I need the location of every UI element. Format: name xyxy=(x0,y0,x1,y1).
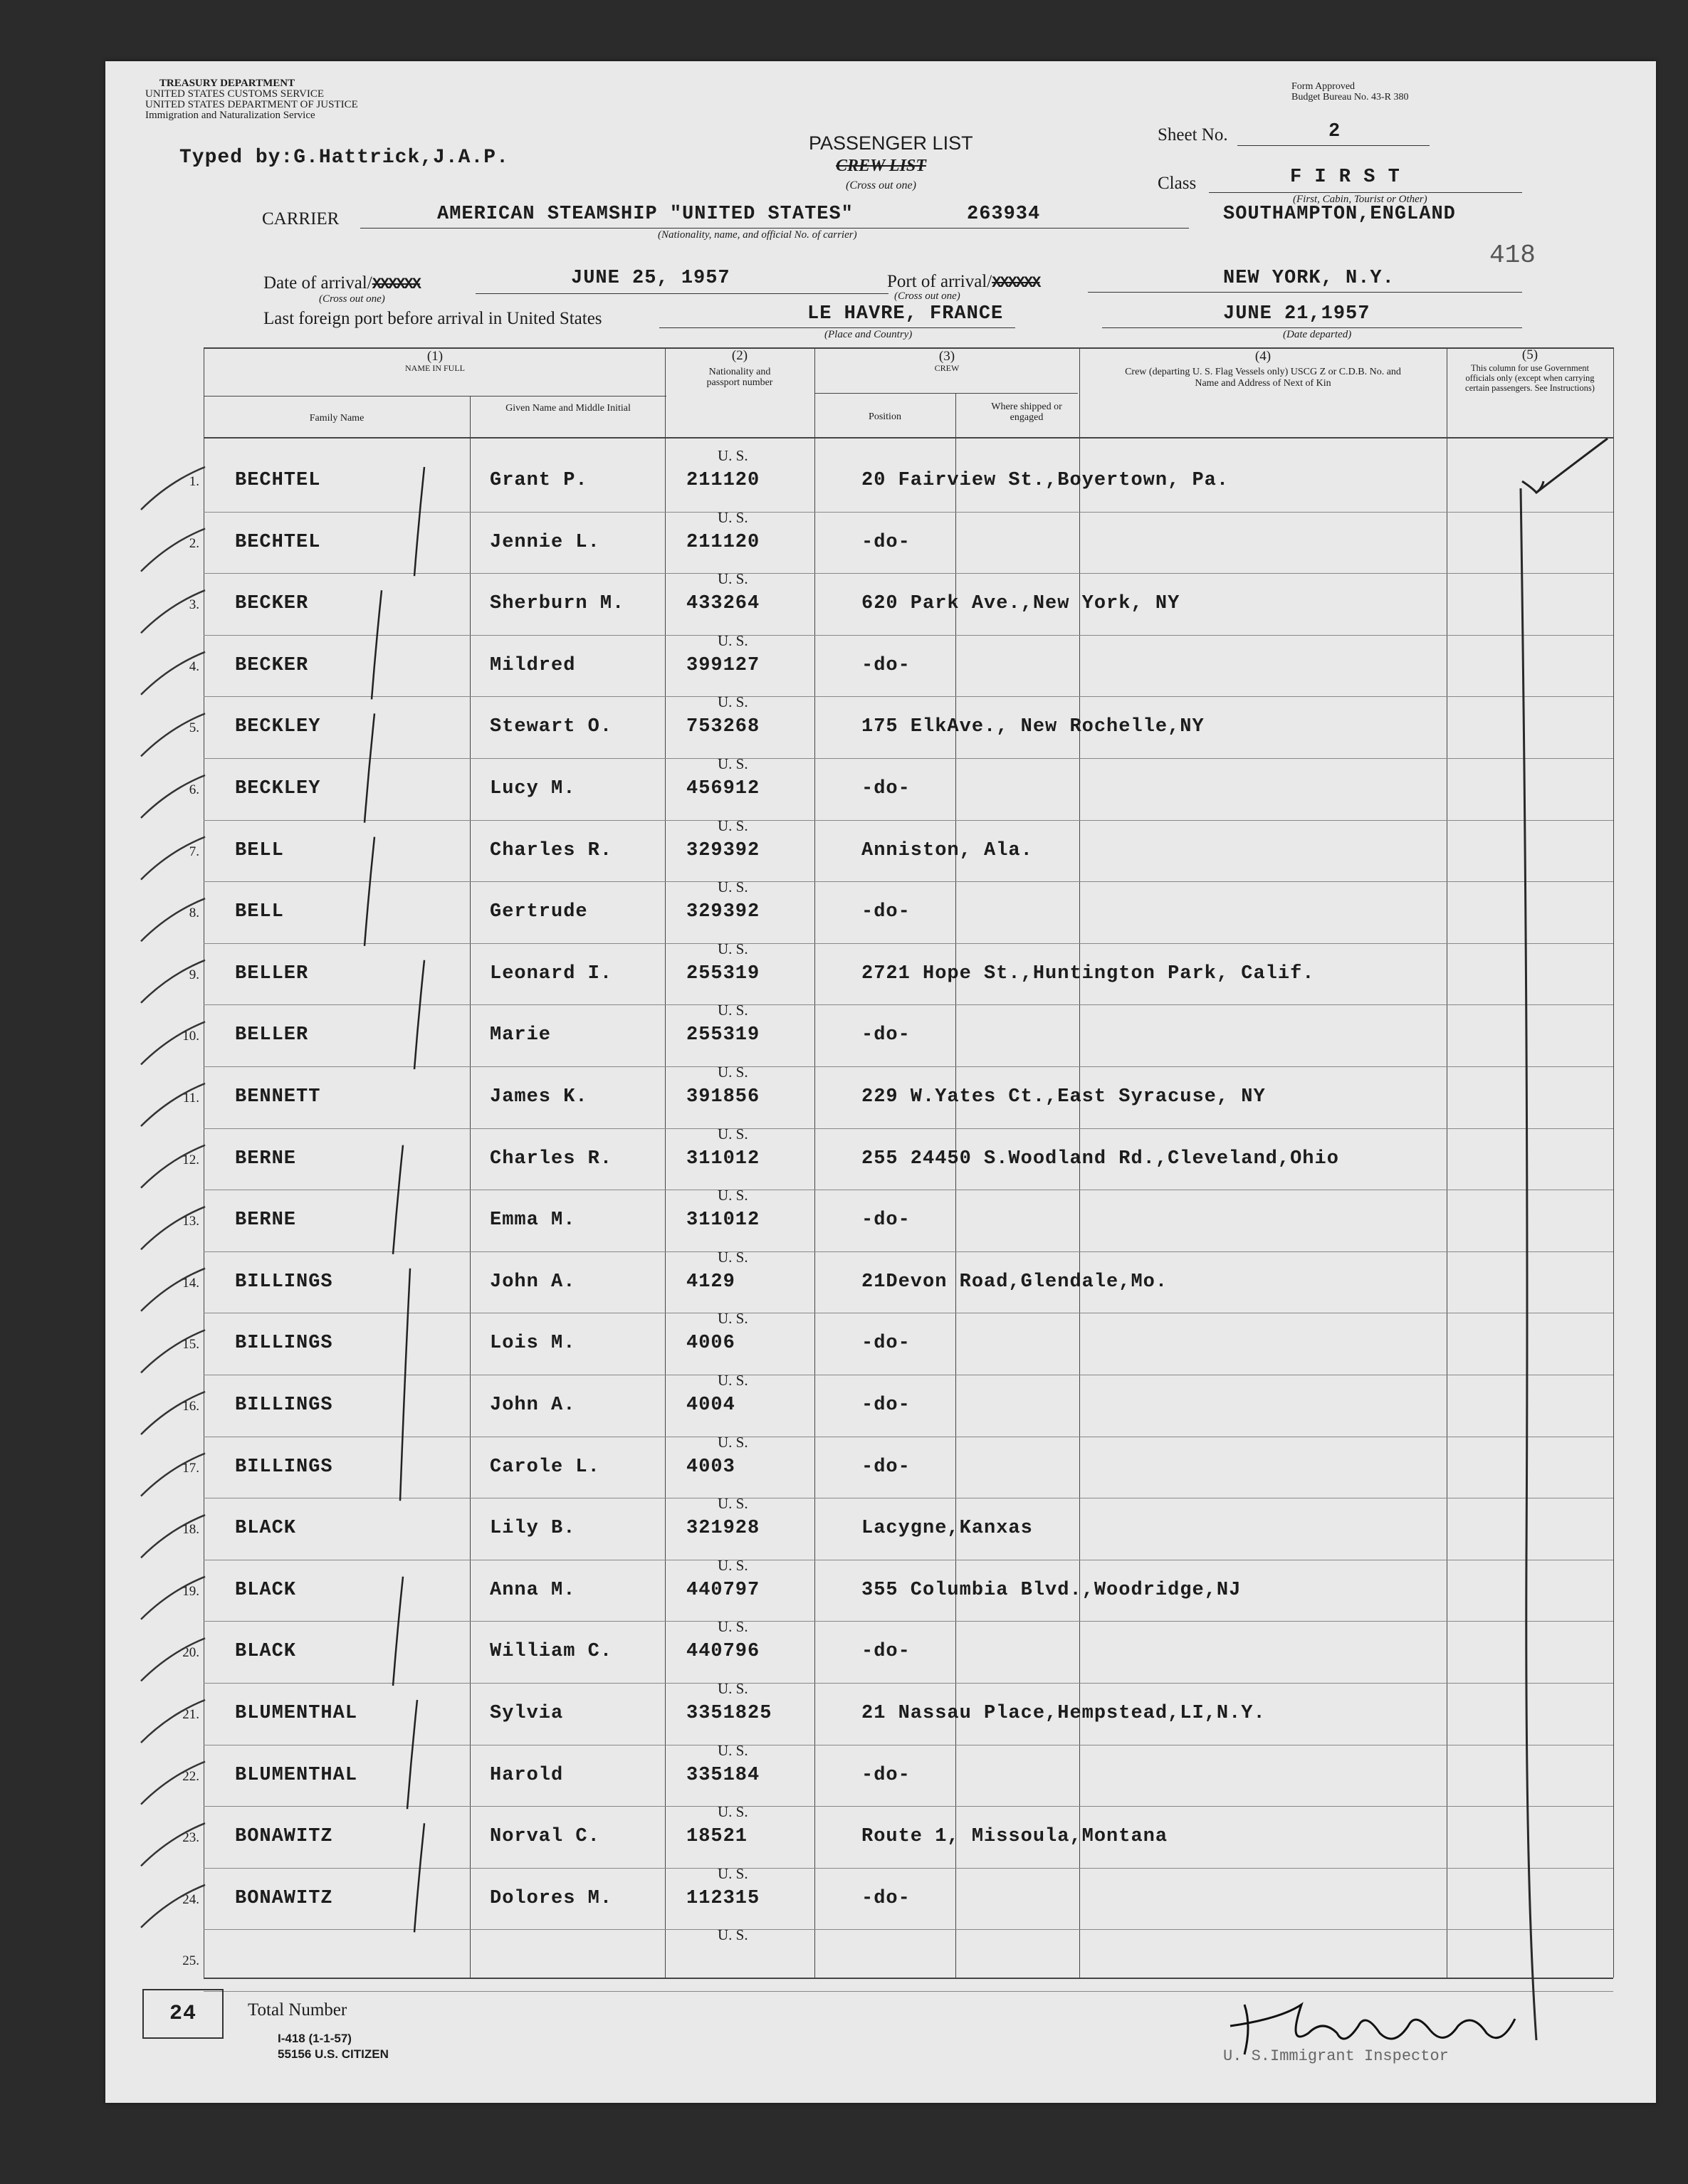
address: Anniston, Ala. xyxy=(861,839,1033,861)
col-divider xyxy=(1613,347,1614,1978)
departure-port: SOUTHAMPTON,ENGLAND xyxy=(1223,204,1456,225)
passport-number: 3351825 xyxy=(686,1703,772,1724)
row-number: 9. xyxy=(189,967,199,982)
tick-stroke xyxy=(141,1885,205,1928)
tick-stroke xyxy=(141,1145,205,1188)
family-name: BERNE xyxy=(235,1209,297,1232)
group-stroke xyxy=(393,1577,403,1686)
nationality: U. S. xyxy=(718,1495,748,1513)
agency-line: UNITED STATES CUSTOMS SERVICE xyxy=(145,88,325,100)
given-name: Grant P. xyxy=(490,470,588,491)
agency-line: UNITED STATES DEPARTMENT OF JUSTICE xyxy=(145,99,358,110)
nationality: U. S. xyxy=(718,1864,748,1882)
group-stroke xyxy=(365,837,374,946)
class-rule xyxy=(1209,192,1522,193)
given-name: Norval C. xyxy=(490,1826,600,1848)
row-number: 2. xyxy=(189,535,199,551)
family-name: BLACK xyxy=(235,1579,297,1601)
crew-list-struck-text: CREW LIST xyxy=(836,157,926,175)
address: -do- xyxy=(861,1395,911,1416)
tick-stroke xyxy=(141,1269,205,1311)
sheet-rule xyxy=(1237,145,1430,146)
address: -do- xyxy=(861,1024,911,1046)
family-name: BECHTEL xyxy=(235,470,321,491)
passport-number: 311012 xyxy=(686,1148,760,1170)
family-name: BECKER xyxy=(235,654,309,676)
col2-title: Nationality and passport number xyxy=(706,367,773,388)
passport-number: 321928 xyxy=(686,1518,760,1540)
tick-stroke xyxy=(141,837,205,880)
carrier-note: (Nationality, name, and official No. of carrier) xyxy=(658,229,857,241)
family-name: BONAWITZ xyxy=(235,1826,333,1848)
given-name: William C. xyxy=(490,1641,613,1663)
carrier-label: CARRIER xyxy=(262,209,340,229)
nationality: U. S. xyxy=(718,1741,748,1759)
tick-stroke xyxy=(141,775,205,818)
given-name: Carole L. xyxy=(490,1456,600,1478)
nationality: U. S. xyxy=(718,631,748,649)
family-name: BELL xyxy=(235,839,284,861)
group-stroke xyxy=(414,467,424,576)
group-stroke xyxy=(372,590,382,699)
group-stroke xyxy=(414,960,424,1069)
family-name: BECHTEL xyxy=(235,531,321,553)
address: -do- xyxy=(861,901,911,923)
row-number: 21. xyxy=(182,1707,199,1722)
nationality: U. S. xyxy=(718,878,748,896)
passport-number: 4003 xyxy=(686,1456,735,1478)
col2-number: (2) xyxy=(731,348,748,363)
nationality: U. S. xyxy=(718,1433,748,1451)
total-box xyxy=(142,1989,224,2039)
address: 229 W.Yates Ct.,East Syracuse, NY xyxy=(861,1086,1266,1108)
passport-number: 433264 xyxy=(686,593,760,615)
port-arrival-cross: (Cross out one) xyxy=(894,290,960,302)
given-name: Stewart O. xyxy=(490,716,613,738)
address: -do- xyxy=(861,1887,911,1909)
passport-number: 255319 xyxy=(686,1024,760,1046)
date-arrival-rule xyxy=(476,293,888,294)
family-name: BERNE xyxy=(235,1148,297,1170)
inspector-label: U. S.Immigrant Inspector xyxy=(1223,2047,1449,2065)
col3-header xyxy=(814,350,1079,374)
passport-number: 456912 xyxy=(686,778,760,799)
passport-number: 211120 xyxy=(686,470,760,491)
row-number: 1. xyxy=(189,474,199,489)
given-name: Anna M. xyxy=(490,1579,576,1601)
col4-header xyxy=(1079,350,1447,389)
tick-stroke xyxy=(141,1577,205,1619)
col3-position-header: Position xyxy=(869,411,901,422)
col1-number: (1) xyxy=(426,349,444,364)
form-number: I-418 (1-1-57) xyxy=(278,2032,352,2045)
row-number: 12. xyxy=(182,1152,199,1167)
last-port-rule xyxy=(659,327,1015,328)
group-stroke xyxy=(400,1269,410,1501)
tick-stroke xyxy=(141,960,205,1003)
nationality: U. S. xyxy=(718,940,748,957)
address: -do- xyxy=(861,531,911,553)
address: 21Devon Road,Glendale,Mo. xyxy=(861,1271,1168,1293)
row-number: 25. xyxy=(182,1953,199,1969)
passenger-list-form xyxy=(105,61,1656,2103)
col4-title: Crew (departing U. S. Flag Vessels only) USCG Z or C.D.B. No. and Name and Address of Next of Kin xyxy=(1125,367,1401,389)
col5-number: (5) xyxy=(1521,347,1538,362)
family-name: BECKER xyxy=(235,593,309,615)
family-name: BLACK xyxy=(235,1641,297,1663)
port-arrival-struck: XXXXXX xyxy=(992,274,1040,292)
nationality: U. S. xyxy=(718,508,748,526)
given-name: Lucy M. xyxy=(490,778,576,799)
address: Route 1, Missoula,Montana xyxy=(861,1826,1168,1848)
given-name: Gertrude xyxy=(490,901,588,923)
date-arrival-text: Date of arrival/ xyxy=(263,273,372,293)
agency-line: TREASURY DEPARTMENT xyxy=(159,78,295,89)
passport-number: 440796 xyxy=(686,1641,760,1663)
date-arrival-label xyxy=(263,273,420,293)
tick-stroke xyxy=(141,1330,205,1372)
address: 21 Nassau Place,Hempstead,LI,N.Y. xyxy=(861,1703,1266,1724)
family-name: BILLINGS xyxy=(235,1456,333,1478)
address: 175 ElkAve., New Rochelle,NY xyxy=(861,716,1205,738)
row-number: 19. xyxy=(182,1583,199,1599)
family-name: BELLER xyxy=(235,1024,309,1046)
date-arrival-value: JUNE 25, 1957 xyxy=(571,268,730,289)
cross-out-note: (Cross out one) xyxy=(846,179,916,191)
last-port-label: Last foreign port before arrival in United States xyxy=(263,309,602,328)
nationality: U. S. xyxy=(718,1187,748,1204)
nationality: U. S. xyxy=(718,1372,748,1389)
row-number: 20. xyxy=(182,1645,199,1661)
col5-header xyxy=(1447,347,1613,393)
agency-block xyxy=(145,78,358,121)
budget-bureau: Budget Bureau No. 43-R 380 xyxy=(1291,92,1409,103)
table-subheader-rule xyxy=(204,396,666,397)
passport-number: 4004 xyxy=(686,1395,735,1416)
given-name: Lily B. xyxy=(490,1518,576,1540)
nationality: U. S. xyxy=(718,1680,748,1697)
nationality: U. S. xyxy=(718,693,748,711)
tick-stroke xyxy=(141,1083,205,1126)
family-name: BONAWITZ xyxy=(235,1887,333,1909)
given-name: Harold xyxy=(490,1764,564,1786)
col1-title: NAME IN FULL xyxy=(405,363,465,373)
date-arrival-cross: (Cross out one) xyxy=(319,293,385,305)
col1-family-header: Family Name xyxy=(309,413,365,424)
given-name: James K. xyxy=(490,1086,588,1108)
nationality: U. S. xyxy=(718,1002,748,1019)
passport-number: 391856 xyxy=(686,1086,760,1108)
col1-header xyxy=(204,350,666,374)
check-stroke xyxy=(1522,439,1608,493)
passport-number: 399127 xyxy=(686,654,760,676)
given-name: Marie xyxy=(490,1024,552,1046)
passport-number: 255319 xyxy=(686,962,760,985)
list-title: PASSENGER LIST xyxy=(809,132,973,154)
address: -do- xyxy=(861,654,911,676)
nationality: U. S. xyxy=(718,1618,748,1636)
sheet-number: 2 xyxy=(1328,121,1341,142)
nationality: U. S. xyxy=(718,755,748,772)
given-name: Lois M. xyxy=(490,1333,576,1355)
row-number: 5. xyxy=(189,720,199,736)
date-departed-value: JUNE 21,1957 xyxy=(1223,303,1370,325)
col1-given-header: Given Name and Middle Initial xyxy=(505,403,631,414)
passport-number: 329392 xyxy=(686,839,760,861)
port-arrival-rule xyxy=(1088,292,1522,293)
col4-number: (4) xyxy=(1254,349,1272,364)
tick-stroke xyxy=(141,1515,205,1558)
address: -do- xyxy=(861,1209,911,1232)
tick-stroke xyxy=(141,1392,205,1434)
tick-stroke xyxy=(141,898,205,941)
row-number: 18. xyxy=(182,1522,199,1538)
nationality: U. S. xyxy=(718,1556,748,1574)
official-bracket-line xyxy=(1515,488,1558,2054)
typed-by: Typed by:G.Hattrick,J.A.P. xyxy=(179,147,509,169)
carrier-value: AMERICAN STEAMSHIP "UNITED STATES" xyxy=(437,204,854,225)
row-number: 15. xyxy=(182,1337,199,1353)
form-approved-label: Form Approved xyxy=(1291,81,1356,92)
passport-number: 329392 xyxy=(686,901,760,923)
family-name: BLUMENTHAL xyxy=(235,1703,358,1724)
col-divider xyxy=(955,393,956,1978)
family-name: BILLINGS xyxy=(235,1395,333,1416)
passport-number: 4129 xyxy=(686,1271,735,1293)
passport-number: 753268 xyxy=(686,716,760,738)
port-arrival-value: NEW YORK, N.Y. xyxy=(1223,268,1395,289)
row-number: 13. xyxy=(182,1214,199,1229)
passport-number: 311012 xyxy=(686,1209,760,1232)
tick-stroke xyxy=(141,652,205,695)
given-name: Sherburn M. xyxy=(490,593,625,615)
tick-stroke xyxy=(141,590,205,633)
given-name: John A. xyxy=(490,1271,576,1293)
family-name: BELL xyxy=(235,901,284,923)
table-top-rule xyxy=(204,347,1613,349)
passport-number: 18521 xyxy=(686,1826,748,1848)
passport-number: 112315 xyxy=(686,1887,760,1909)
given-name: Emma M. xyxy=(490,1209,576,1232)
last-port-note: (Place and Country) xyxy=(824,329,913,340)
col-divider xyxy=(814,347,815,1978)
tick-stroke xyxy=(141,713,205,756)
row-number: 22. xyxy=(182,1768,199,1784)
address: -do- xyxy=(861,1641,911,1663)
family-name: BECKLEY xyxy=(235,716,321,738)
passport-number: 211120 xyxy=(686,531,760,553)
class-value: F I R S T xyxy=(1290,167,1400,188)
address: 20 Fairview St.,Boyertown, Pa. xyxy=(861,470,1230,491)
row-number: 23. xyxy=(182,1830,199,1846)
bracket-stroke xyxy=(1521,488,1536,2040)
date-arrival-struck: XXXXXX xyxy=(372,275,420,293)
tick-stroke xyxy=(141,1823,205,1866)
row-number: 4. xyxy=(189,658,199,674)
address: 255 24450 S.Woodland Rd.,Cleveland,Ohio xyxy=(861,1148,1339,1170)
address: 355 Columbia Blvd.,Woodridge,NJ xyxy=(861,1579,1242,1601)
family-name: BELLER xyxy=(235,962,309,985)
passport-number: 440797 xyxy=(686,1579,760,1601)
port-arrival-text: Port of arrival/ xyxy=(887,272,992,291)
class-note: (First, Cabin, Tourist or Other) xyxy=(1293,194,1427,205)
address: -do- xyxy=(861,1456,911,1478)
row-number: 11. xyxy=(182,1091,199,1106)
address: Lacygne,Kanxas xyxy=(861,1518,1033,1540)
tick-stroke xyxy=(141,1022,205,1064)
tick-stroke xyxy=(141,1454,205,1496)
nationality: U. S. xyxy=(718,1803,748,1821)
address: -do- xyxy=(861,778,911,799)
row-number: 6. xyxy=(189,782,199,797)
nationality: U. S. xyxy=(718,1248,748,1266)
date-departed-note: (Date departed) xyxy=(1283,329,1352,340)
family-name: BECKLEY xyxy=(235,778,321,799)
given-name: Jennie L. xyxy=(490,531,600,553)
given-name: Charles R. xyxy=(490,839,613,861)
nationality: U. S. xyxy=(718,1926,748,1944)
col2-header xyxy=(665,350,814,388)
row-number: 17. xyxy=(182,1460,199,1476)
port-arrival-label xyxy=(887,272,1039,292)
row-number: 16. xyxy=(182,1399,199,1414)
nationality: U. S. xyxy=(718,570,748,588)
given-name: Charles R. xyxy=(490,1148,613,1170)
group-stroke xyxy=(365,713,374,822)
family-name: BILLINGS xyxy=(235,1333,333,1355)
nationality: U. S. xyxy=(718,1125,748,1143)
agency-line: Immigration and Naturalization Service xyxy=(145,110,315,121)
col5-title: This column for use Government officials only (except when carrying certain passengers. See Instructions) xyxy=(1465,363,1595,393)
address: 2721 Hope St.,Huntington Park, Calif. xyxy=(861,962,1315,985)
row-number: 24. xyxy=(182,1891,199,1907)
col3-number: (3) xyxy=(938,349,955,364)
page-stamp: 418 xyxy=(1489,241,1536,270)
family-name: BENNETT xyxy=(235,1086,321,1108)
crew-list-struck xyxy=(836,157,926,176)
table-header-rule xyxy=(204,437,1613,439)
form-approved xyxy=(1291,81,1408,103)
nationality: U. S. xyxy=(718,447,748,464)
class-label: Class xyxy=(1158,174,1197,193)
col-divider xyxy=(665,347,666,1978)
tick-stroke xyxy=(141,1638,205,1681)
address: 620 Park Ave.,New York, NY xyxy=(861,593,1180,615)
group-stroke xyxy=(393,1145,403,1254)
col3-title: CREW xyxy=(934,363,960,373)
given-name: Mildred xyxy=(490,654,576,676)
address: -do- xyxy=(861,1764,911,1786)
tick-stroke xyxy=(141,467,205,510)
col3-where-header: Where shipped or engaged xyxy=(991,401,1062,423)
nationality: U. S. xyxy=(718,1310,748,1328)
form-code: 55156 U.S. CITIZEN xyxy=(278,2047,389,2061)
given-name: Leonard I. xyxy=(490,962,613,985)
family-name: BILLINGS xyxy=(235,1271,333,1293)
total-count: 24 xyxy=(169,2002,196,2026)
nationality: U. S. xyxy=(718,817,748,834)
group-stroke xyxy=(407,1700,417,1809)
carrier-rule xyxy=(360,228,1189,229)
nationality: U. S. xyxy=(718,1064,748,1081)
passport-number: 4006 xyxy=(686,1333,735,1355)
tick-stroke xyxy=(141,1207,205,1249)
sheet-label: Sheet No. xyxy=(1158,125,1228,145)
given-name: Sylvia xyxy=(490,1703,564,1724)
total-label: Total Number xyxy=(248,2000,347,2020)
group-stroke xyxy=(414,1823,424,1932)
address: -do- xyxy=(861,1333,911,1355)
tick-stroke xyxy=(141,1762,205,1805)
carrier-official-no: 263934 xyxy=(967,204,1041,225)
tick-stroke xyxy=(141,529,205,572)
tick-marks xyxy=(105,460,604,1990)
row-number: 7. xyxy=(189,844,199,859)
row-number: 10. xyxy=(182,1029,199,1044)
given-name: Dolores M. xyxy=(490,1887,613,1909)
family-name: BLACK xyxy=(235,1518,297,1540)
row-number: 14. xyxy=(182,1275,199,1291)
row-number: 3. xyxy=(189,597,199,613)
family-name: BLUMENTHAL xyxy=(235,1764,358,1786)
given-name: John A. xyxy=(490,1395,576,1416)
row-number: 8. xyxy=(189,905,199,921)
tick-stroke xyxy=(141,1700,205,1743)
last-port-value: LE HAVRE, FRANCE xyxy=(807,303,1004,325)
date-departed-rule xyxy=(1102,327,1522,328)
passport-number: 335184 xyxy=(686,1764,760,1786)
table-crew-subheader-rule xyxy=(814,393,1078,394)
